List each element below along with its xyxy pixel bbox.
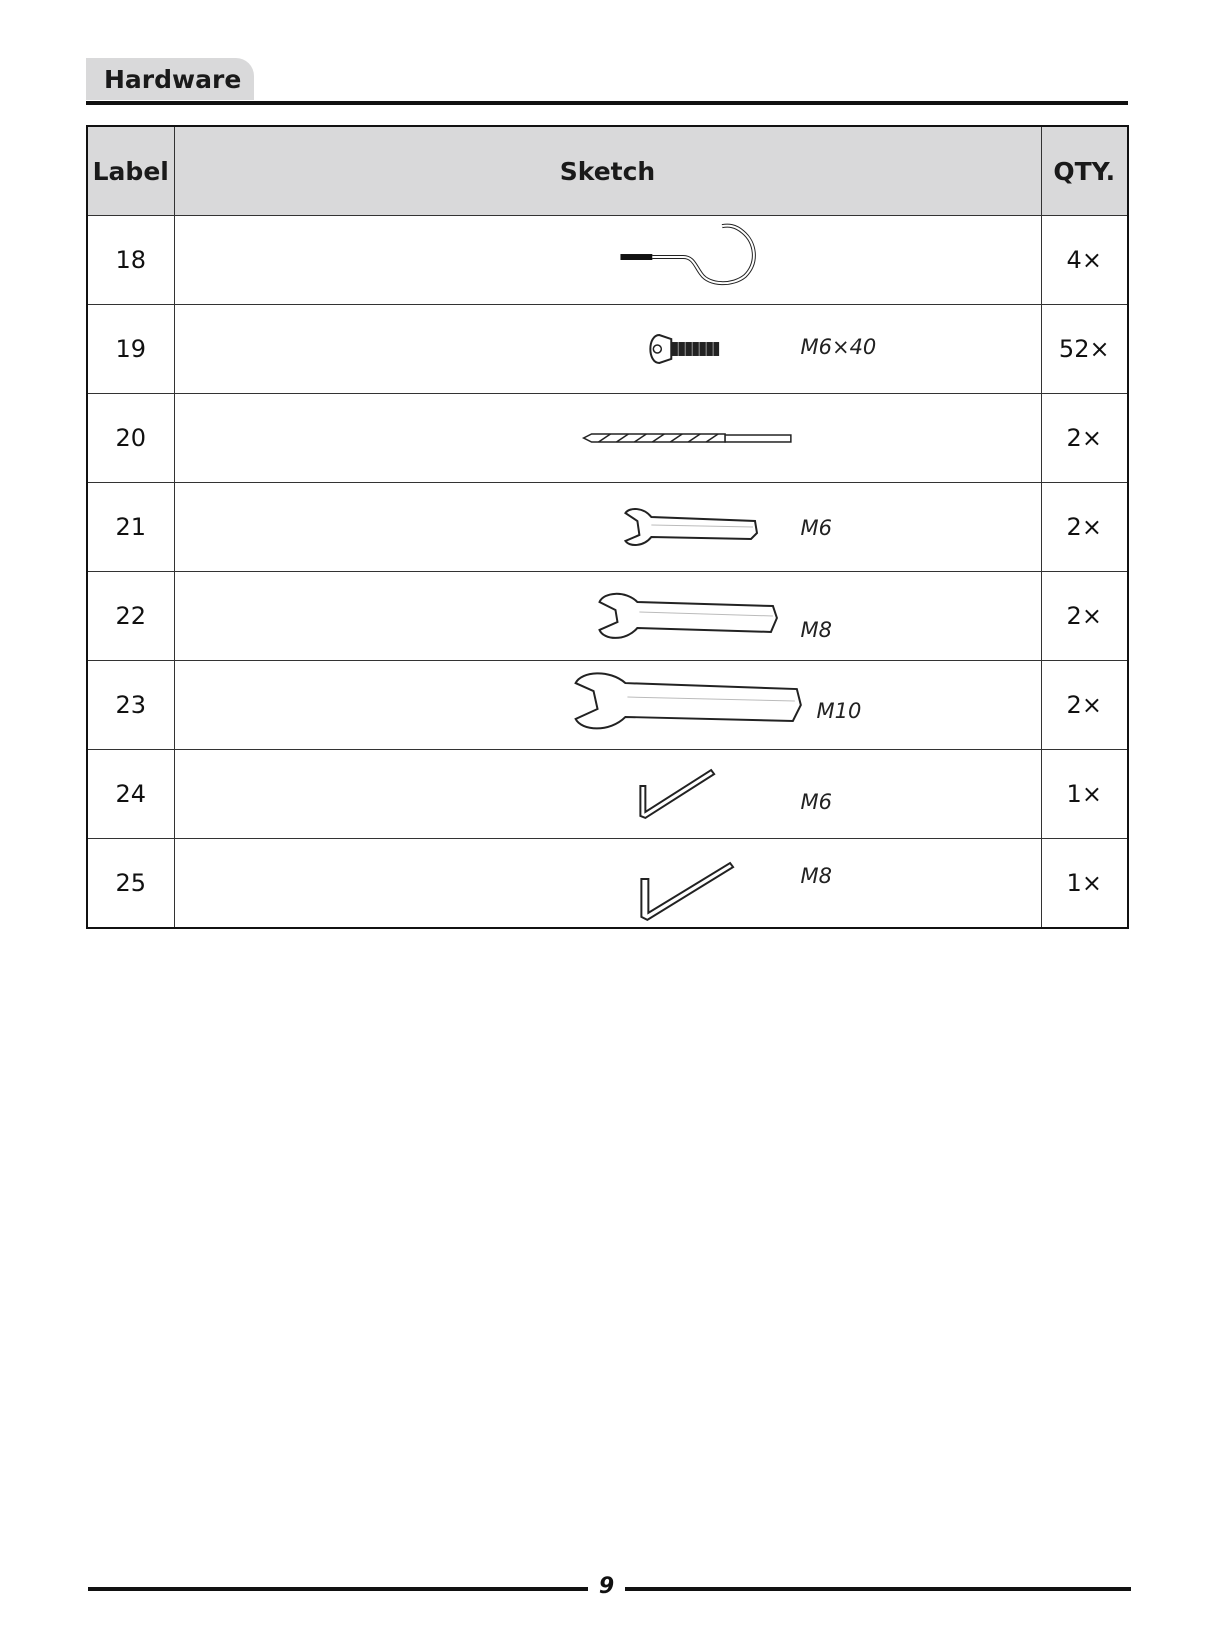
row-label: 18 [87,216,174,305]
row-label: 19 [87,305,174,394]
row-qty: 2× [1041,483,1128,572]
section-title: Hardware [104,65,242,94]
bolt-icon [175,305,1041,393]
wrench-icon [175,483,1041,571]
section-divider [86,101,1128,105]
row-label: 24 [87,750,174,839]
table-row [87,394,1128,483]
row-label: 25 [87,839,174,929]
spec-label: M6 [800,516,832,540]
sketch-cell [174,661,1041,750]
allen-key-icon [175,750,1041,838]
table-row [87,839,1128,929]
footer-rule-left [88,1587,588,1591]
row-qty: 1× [1041,750,1128,839]
header-qty: QTY. [1041,126,1128,216]
table-row [87,483,1128,572]
spec-label: M10 [816,699,862,723]
row-label: 20 [87,394,174,483]
hardware-table [86,125,1129,929]
wrench-icon [175,572,1041,660]
sketch-cell [174,394,1041,483]
table-row [87,661,1128,750]
row-qty: 1× [1041,839,1128,929]
header-sketch: Sketch [174,126,1041,216]
spec-label: M8 [800,618,832,642]
row-qty: 2× [1041,661,1128,750]
table-header-row [87,126,1128,216]
row-qty: 2× [1041,572,1128,661]
table-row [87,572,1128,661]
row-label: 22 [87,572,174,661]
row-label: 23 [87,661,174,750]
sketch-cell [174,750,1041,839]
allen-key-icon [175,839,1041,927]
row-qty: 52× [1041,305,1128,394]
table-row [87,750,1128,839]
spec-label: M6×40 [800,335,877,359]
page-number: 9 [598,1574,615,1599]
table-row [87,216,1128,305]
header-label: Label [87,126,174,216]
row-qty: 4× [1041,216,1128,305]
sketch-cell [174,216,1041,305]
sketch-cell [174,305,1041,394]
spec-label: M8 [800,864,832,888]
spec-label: M6 [800,790,832,814]
row-qty: 2× [1041,394,1128,483]
section-tab [86,58,254,100]
hook-icon [175,216,1041,304]
footer-rule-right [625,1587,1131,1591]
table-row [87,305,1128,394]
drill-bit-icon [175,394,1041,482]
sketch-cell [174,483,1041,572]
sketch-cell [174,572,1041,661]
row-label: 21 [87,483,174,572]
wrench-icon [175,661,1041,749]
sketch-cell [174,839,1041,929]
